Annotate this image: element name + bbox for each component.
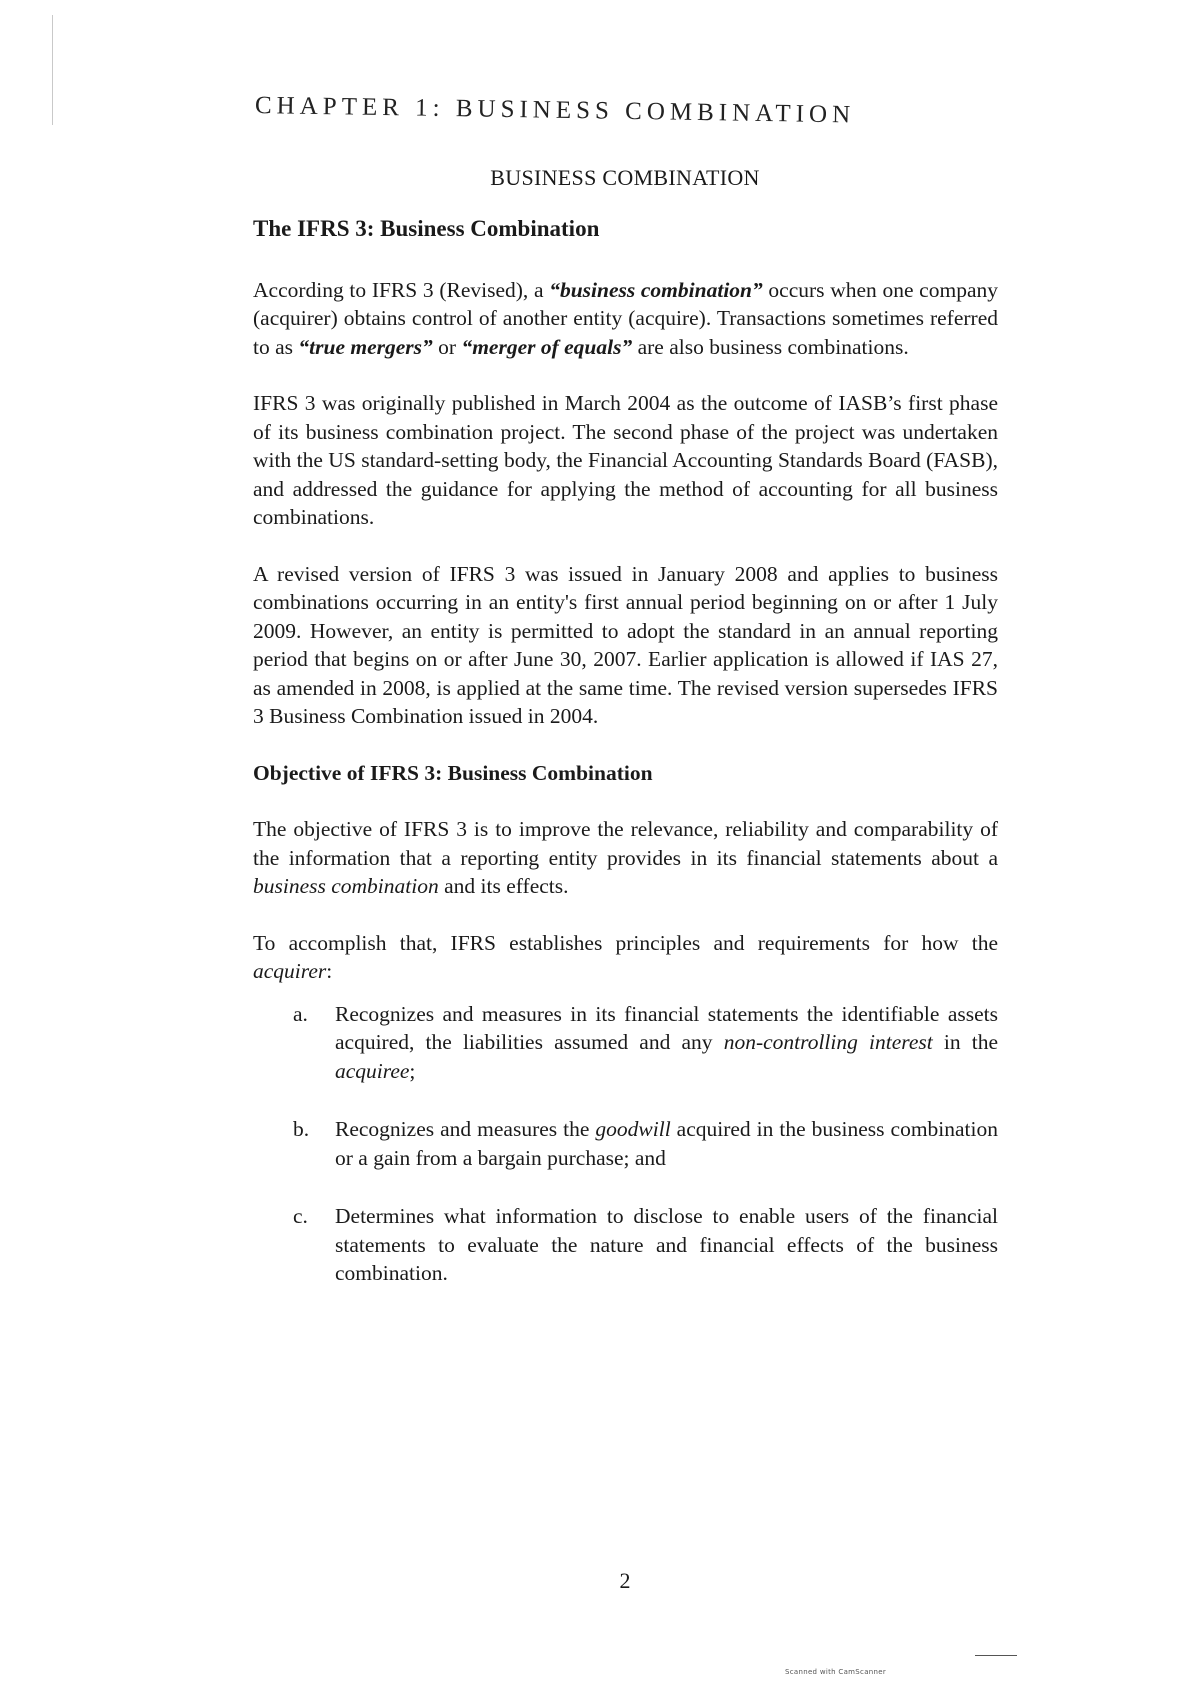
scanner-watermark: Scanned with CamScanner [785,1668,887,1676]
term-non-controlling-interest: non-controlling interest [723,1030,933,1054]
list-item-letter: b. [293,1117,310,1141]
list-item-text: Determines what information to disclose to enable users of the financial statements to evaluate the nature and financial effects of the business combination. [335,1204,998,1285]
list-item-text [335,1000,998,1086]
paragraph-definition [253,276,998,362]
term-acquirer: acquirer [253,959,327,983]
paragraph-accomplish [253,929,998,986]
term-goodwill: goodwill [595,1117,671,1141]
paragraph-text: are also business combinations. [632,334,909,359]
term-merger-of-equals: “merger of equals” [461,334,633,359]
paragraph-history: IFRS 3 was originally published in March 2004 as the outcome of IASB’s first phase of its business combination project. The second phase of the project was undertaken with the US standard-setting body, the Financial Accounting Standards Board (FASB), and addressed the guidance for applying the method of accounting for all business combinations. [253,391,998,529]
paragraph-text: According to IFRS 3 (Revised), a [253,277,550,302]
requirements-list [253,1000,998,1288]
chapter-title: CHAPTER 1: BUSINESS COMBINATION [254,92,856,129]
list-item-letter: c. [293,1204,308,1228]
list-item-letter: a. [293,1001,308,1026]
term-true-mergers: “true mergers” [298,334,433,359]
paragraph-text: or [432,334,462,359]
list-item-text-part: Recognizes and measures the [335,1117,596,1141]
paragraph-text: The objective of IFRS 3 is to improve the relevance, reliability and comparability of the information that a reporting entity provides in its financial statements about a [253,817,998,870]
page-number: 2 [619,1568,631,1593]
section-title: BUSINESS COMBINATION [490,165,760,190]
list-item [293,1000,998,1086]
paragraph-text: occurs when one company (acquirer) obtains control of another entity (acquire). Transactions sometimes referred to as [253,277,998,359]
term-business-combination: “business combination” [549,277,763,302]
footer-divider [975,1655,1017,1656]
list-item-text-part: in the [932,1030,999,1054]
term-business-combination: business combination [253,874,439,898]
paragraph-text: : [326,959,333,983]
list-item-text-part: acquired in the business combination or a gain from a bargain purchase; and [335,1117,999,1170]
paragraph-text: and its effects. [438,874,569,898]
list-item-text-part: ; [409,1058,416,1083]
scan-edge-line [52,15,53,125]
paragraph-revised-version: A revised version of IFRS 3 was issued in January 2008 and applies to business combinations occurring in an entity's first annual period beginning on or after 1 July 2009. However, an entity is permitted to adopt the standard in an annual reporting period that begins on or after June 30, 2007. Earlier application is allowed if IAS 27, as amended in 2008, is applied at the same time. The revised version supersedes IFRS 3 Business Combination issued in 2004. [253,561,998,728]
term-acquiree: acquiree [335,1058,410,1083]
paragraph-objective [253,815,998,901]
list-item-text [335,1115,998,1172]
heading-ifrs3: The IFRS 3: Business Combination [253,216,600,241]
list-item [293,1202,998,1288]
list-item-text-part: Recognizes and measures in its financial statements the identifiable assets acquired, the liabilities assumed and any [335,1001,998,1054]
list-item [293,1115,998,1172]
paragraph-text: To accomplish that, IFRS establishes principles and requirements for how the [253,930,998,955]
heading-objective: Objective of IFRS 3: Business Combination [253,760,653,785]
document-body [253,215,998,1318]
